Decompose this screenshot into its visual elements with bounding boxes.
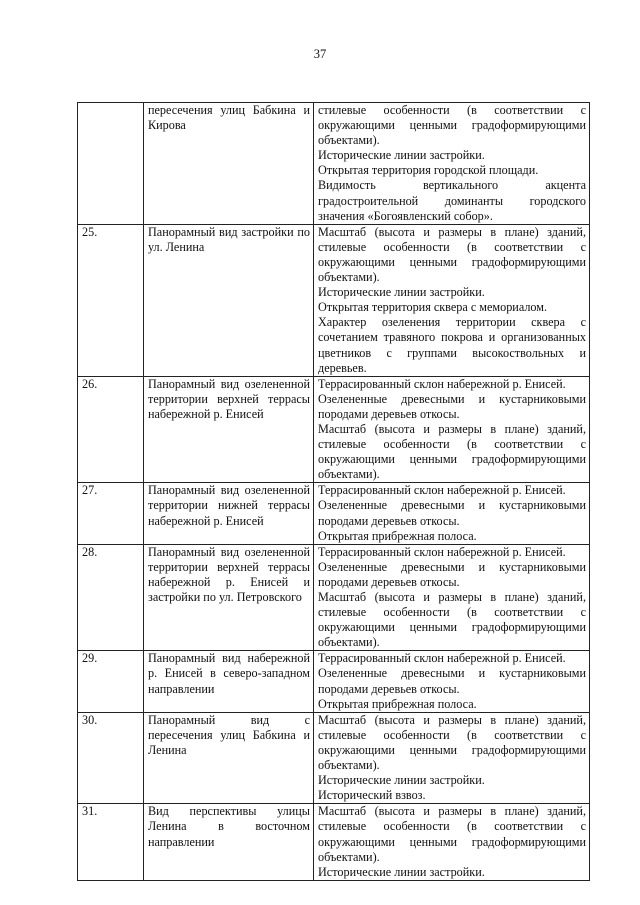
protected-features	[314, 103, 590, 225]
page-number: 37	[313, 47, 327, 61]
feature-item: Масштаб (высота и размеры в плане) зданий, стилевые особенности (в соответствии с окружающими ценными градоформирующими объектами).	[318, 712, 586, 773]
view-description: пересечения улиц Бабкина и Кирова	[144, 103, 314, 225]
feature-item: Исторические линии застройки.	[318, 285, 485, 300]
table-row	[78, 804, 590, 880]
protected-features	[314, 376, 590, 483]
protected-features	[314, 544, 590, 651]
feature-item: стилевые особенности (в соответствии с окружающими ценными градоформирующими объектами).	[318, 103, 586, 148]
protected-features	[314, 224, 590, 376]
feature-item: Исторические линии застройки.	[318, 148, 485, 163]
row-number: 31.	[78, 804, 144, 880]
feature-item: Открытая прибрежная полоса.	[318, 696, 477, 711]
table-row	[78, 376, 590, 483]
feature-item: Исторический взвоз.	[318, 788, 426, 803]
protected-features	[314, 712, 590, 804]
table-row	[78, 651, 590, 712]
feature-item: Озелененные древесными и кустарниковыми породами деревьев откосы.	[318, 391, 586, 421]
protected-features	[314, 804, 590, 880]
view-description: Вид перспективы улицы Ленина в восточном направлении	[144, 804, 314, 880]
view-description: Панорамный вид застройки по ул. Ленина	[144, 224, 314, 376]
feature-item: Террасированный склон набережной р. Енисей.	[318, 483, 566, 498]
row-number: 25.	[78, 224, 144, 376]
view-description: Панорамный вид озелененной территории верхней террасы набережной р. Енисей	[144, 376, 314, 483]
feature-item: Характер озеленения территории сквера с сочетанием травяного покрова и организованных цветников с группами высокоствольных и деревьев.	[318, 315, 586, 375]
feature-item: Открытая прибрежная полоса.	[318, 528, 477, 543]
views-table	[77, 102, 590, 881]
feature-item: Масштаб (высота и размеры в плане) зданий, стилевые особенности (в соответствии с окружающими ценными градоформирующими объектами).	[318, 224, 586, 285]
table-row	[78, 483, 590, 544]
feature-item: Видимость вертикального акцента градостроительной доминанты городского значения «Богоявленский собор».	[318, 178, 586, 223]
view-description: Панорамный вид озелененной территории нижней террасы набережной р. Енисей	[144, 483, 314, 544]
view-description: Панорамный вид с пересечения улиц Бабкина и Ленина	[144, 712, 314, 804]
feature-item: Террасированный склон набережной р. Енисей.	[318, 544, 566, 559]
feature-item: Исторические линии застройки.	[318, 773, 485, 788]
table-row	[78, 103, 590, 225]
feature-item: Открытая территория городской площади.	[318, 163, 539, 178]
feature-item: Масштаб (высота и размеры в плане) зданий, стилевые особенности (в соответствии с окружающими ценными градоформирующими объектами).	[318, 804, 586, 864]
protected-features	[314, 651, 590, 712]
feature-item: Масштаб (высота и размеры в плане) зданий, стилевые особенности (в соответствии с окружающими ценными градоформирующими объектами).	[318, 421, 586, 482]
view-description: Панорамный вид набережной р. Енисей в северо-западном направлении	[144, 651, 314, 712]
feature-item: Открытая территория сквера с мемориалом.	[318, 300, 548, 315]
row-number	[78, 103, 144, 225]
feature-item: Озелененные древесными и кустарниковыми породами деревьев откосы.	[318, 666, 586, 696]
row-number: 30.	[78, 712, 144, 804]
row-number: 26.	[78, 376, 144, 483]
row-number: 27.	[78, 483, 144, 544]
feature-item: Террасированный склон набережной р. Енисей.	[318, 376, 566, 391]
feature-item: Озелененные древесными и кустарниковыми породами деревьев откосы.	[318, 498, 586, 528]
feature-item: Озелененные древесными и кустарниковыми породами деревьев откосы.	[318, 559, 586, 589]
feature-item: Исторические линии застройки.	[318, 864, 485, 879]
feature-item: Масштаб (высота и размеры в плане) зданий, стилевые особенности (в соответствии с окружающими ценными градоформирующими объектами).	[318, 590, 586, 650]
feature-item: Террасированный склон набережной р. Енисей.	[318, 651, 566, 666]
table-row	[78, 544, 590, 651]
view-description: Панорамный вид озелененной территории верхней террасы набережной р. Енисей и застройки по ул. Петровского	[144, 544, 314, 651]
table-row	[78, 712, 590, 804]
row-number: 29.	[78, 651, 144, 712]
row-number: 28.	[78, 544, 144, 651]
table-row	[78, 224, 590, 376]
protected-features	[314, 483, 590, 544]
